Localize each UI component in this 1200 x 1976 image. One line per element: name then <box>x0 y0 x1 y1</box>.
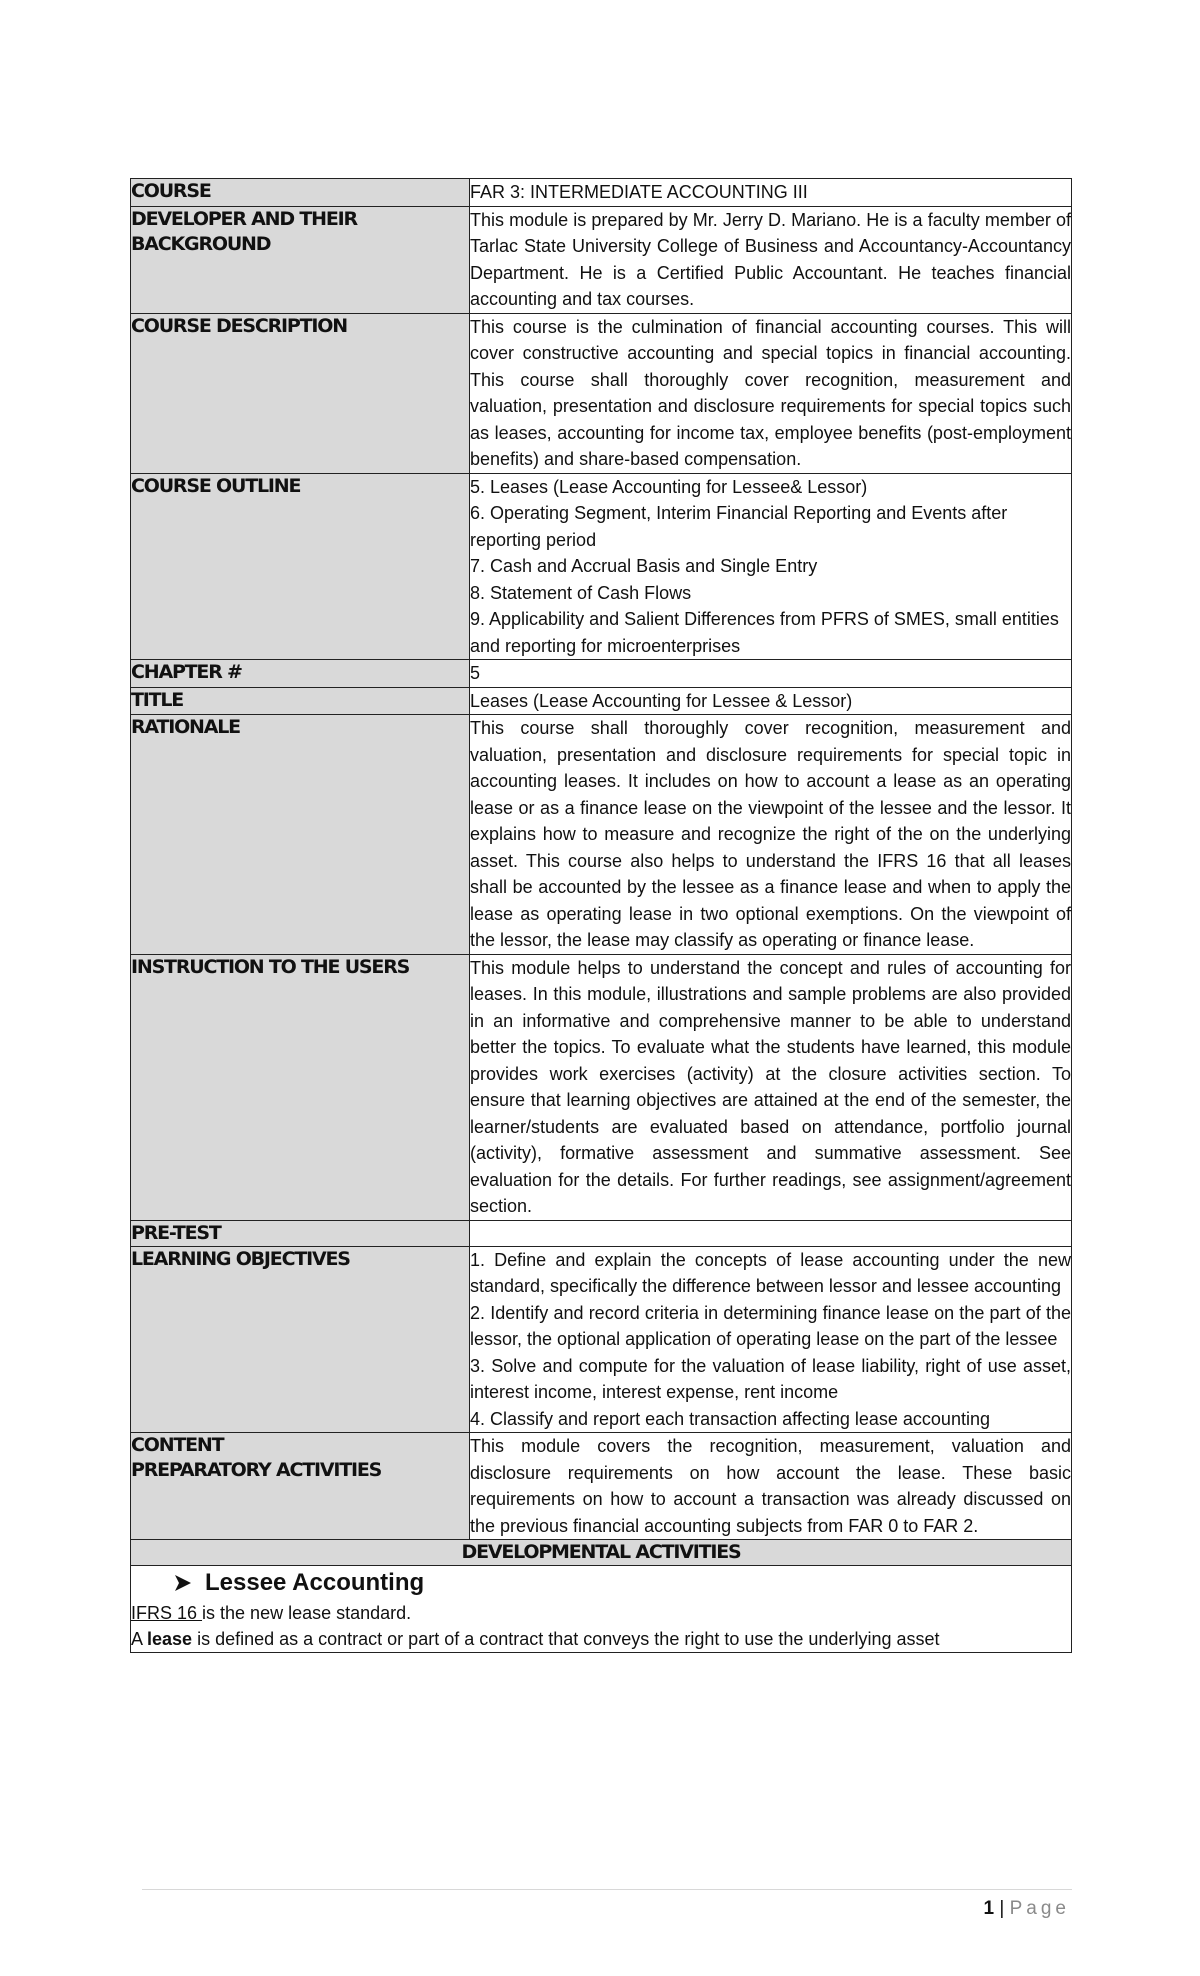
objective-item: 2. Identify and record criteria in determining finance lease on the part of the lessor, the optional application of operating lease on the part of the lessee <box>470 1302 1071 1349</box>
outline-item: 8. Statement of Cash Flows <box>470 582 692 603</box>
row-description <box>131 313 1072 473</box>
page-footer <box>984 1898 1070 1920</box>
outline-item: 6. Operating Segment, Interim Financial Reporting and Events after reporting period <box>470 503 1008 550</box>
value-course: FAR 3: INTERMEDIATE ACCOUNTING III <box>470 179 1072 207</box>
value-developer: This module is prepared by Mr. Jerry D. Mariano. He is a faculty member of Tarlac State University College of Business and Accountancy-Accountancy Department. He is a Certified Public Accountant. He teaches financial accounting and tax courses. <box>470 206 1072 313</box>
page-separator: | <box>994 1898 1010 1919</box>
value-chapter: 5 <box>470 660 1072 688</box>
value-instruction: This module helps to understand the concept and rules of accounting for leases. In this module, illustrations and sample problems are also provided in an informative and comprehensive manner to be able to understand better the topics. To evaluate what the students have learned, this module provides work exercises (activity) at the closure activities section. To ensure that learning objectives are attained at the end of the semester, the learner/students are evaluated based on attendance, portfolio journal (activity), formative assessment and summative assessment. See evaluation for the details. For further readings, see assignment/agreement section. <box>470 954 1072 1220</box>
row-instruction <box>131 954 1072 1220</box>
lessee-accounting-heading <box>131 1566 1071 1600</box>
label-developer-line1: DEVELOPER AND THEIR <box>131 207 357 230</box>
ifrs-16-link[interactable]: IFRS 16 <box>131 1603 203 1623</box>
lease-term: lease <box>147 1629 193 1649</box>
row-developmental-header <box>131 1540 1072 1566</box>
page-number: 1 <box>983 1898 995 1919</box>
row-developmental-body <box>131 1566 1072 1653</box>
developmental-body <box>131 1566 1072 1653</box>
page-word: Page <box>1009 1898 1070 1919</box>
label-course: COURSE <box>131 179 470 207</box>
label-content <box>131 1433 470 1540</box>
label-instruction: INSTRUCTION TO THE USERS <box>131 954 470 1220</box>
row-chapter <box>131 660 1072 688</box>
row-course <box>131 179 1072 207</box>
row-rationale <box>131 715 1072 955</box>
outline-item: 7. Cash and Accrual Basis and Single Entry <box>470 556 818 576</box>
label-developer <box>131 206 470 313</box>
label-pretest: PRE-TEST <box>131 1220 470 1246</box>
value-description: This course is the culmination of financial accounting courses. This will cover constructive accounting and special topics in financial accounting. This course shall thoroughly cover recognition, measurement and valuation, presentation and disclosure requirements for special topics such as leases, accounting for income tax, employee benefits (post-employment benefits) and share-based compensation. <box>470 313 1072 473</box>
label-title: TITLE <box>131 687 470 715</box>
developmental-activities-header: DEVELOPMENTAL ACTIVITIES <box>131 1540 1072 1566</box>
label-objectives: LEARNING OBJECTIVES <box>131 1246 470 1433</box>
label-developer-line2: BACKGROUND <box>131 232 271 255</box>
value-pretest <box>470 1220 1072 1246</box>
course-info-table <box>130 178 1072 1653</box>
outline-item: 9. Applicability and Salient Differences from PFRS of SMES, small entities and reporting for microenterprises <box>470 609 1059 656</box>
objective-item: 3. Solve and compute for the valuation of lease liability, right of use asset, interest income, interest expense, rent income <box>470 1355 1071 1402</box>
ifrs-paragraph-text: is the new lease standard. <box>202 1603 412 1623</box>
lessee-accounting-heading-text: Lessee Accounting <box>205 1569 425 1596</box>
row-developer <box>131 206 1072 313</box>
row-content <box>131 1433 1072 1540</box>
lease-prefix: A <box>131 1629 148 1649</box>
row-title <box>131 687 1072 715</box>
label-content-line2: PREPARATORY ACTIVITIES <box>131 1459 382 1481</box>
label-outline: COURSE OUTLINE <box>131 473 470 660</box>
lease-definition-paragraph <box>131 1626 1071 1652</box>
row-pretest <box>131 1220 1072 1246</box>
row-objectives <box>131 1246 1072 1433</box>
label-description: COURSE DESCRIPTION <box>131 313 470 473</box>
footer-divider <box>142 1889 1072 1890</box>
value-objectives <box>470 1246 1072 1433</box>
label-chapter: CHAPTER # <box>131 660 470 688</box>
value-title: Leases (Lease Accounting for Lessee & Lessor) <box>470 687 1072 715</box>
arrowhead-bullet-icon <box>173 1573 193 1593</box>
value-rationale: This course shall thoroughly cover recognition, measurement and valuation, presentation and disclosure requirements for special topic in accounting leases. It includes on how to account a lease as an operating lease or as a finance lease on the viewpoint of the lessee and the lessor. It explains how to measure and recognize the right of the on the underlying asset. This course also helps to understand the IFRS 16 that all leases shall be accounted by the lessee as a finance lease and when to apply the lease as operating lease in two optional exemptions. On the viewpoint of the lessor, the lease may classify as operating or finance lease. <box>470 715 1072 955</box>
outline-item: 5. Leases (Lease Accounting for Lessee& Lessor) <box>470 476 868 497</box>
objective-item: 1. Define and explain the concepts of lease accounting under the new standard, specifically the difference between lessor and lessee accounting <box>470 1249 1071 1296</box>
value-content: This module covers the recognition, measurement, valuation and disclosure requirements on how account the lease. These basic requirements on how to account a transaction was already discussed on the previous financial accounting subjects from FAR 0 to FAR 2. <box>470 1433 1072 1540</box>
ifrs-paragraph <box>131 1600 1071 1626</box>
lease-definition-text: is defined as a contract or part of a contract that conveys the right to use the underlying asset <box>192 1629 940 1649</box>
value-outline <box>470 473 1072 660</box>
label-content-line1: CONTENT <box>131 1434 224 1456</box>
row-outline <box>131 473 1072 660</box>
label-rationale: RATIONALE <box>131 715 470 955</box>
objective-item: 4. Classify and report each transaction affecting lease accounting <box>470 1408 990 1429</box>
